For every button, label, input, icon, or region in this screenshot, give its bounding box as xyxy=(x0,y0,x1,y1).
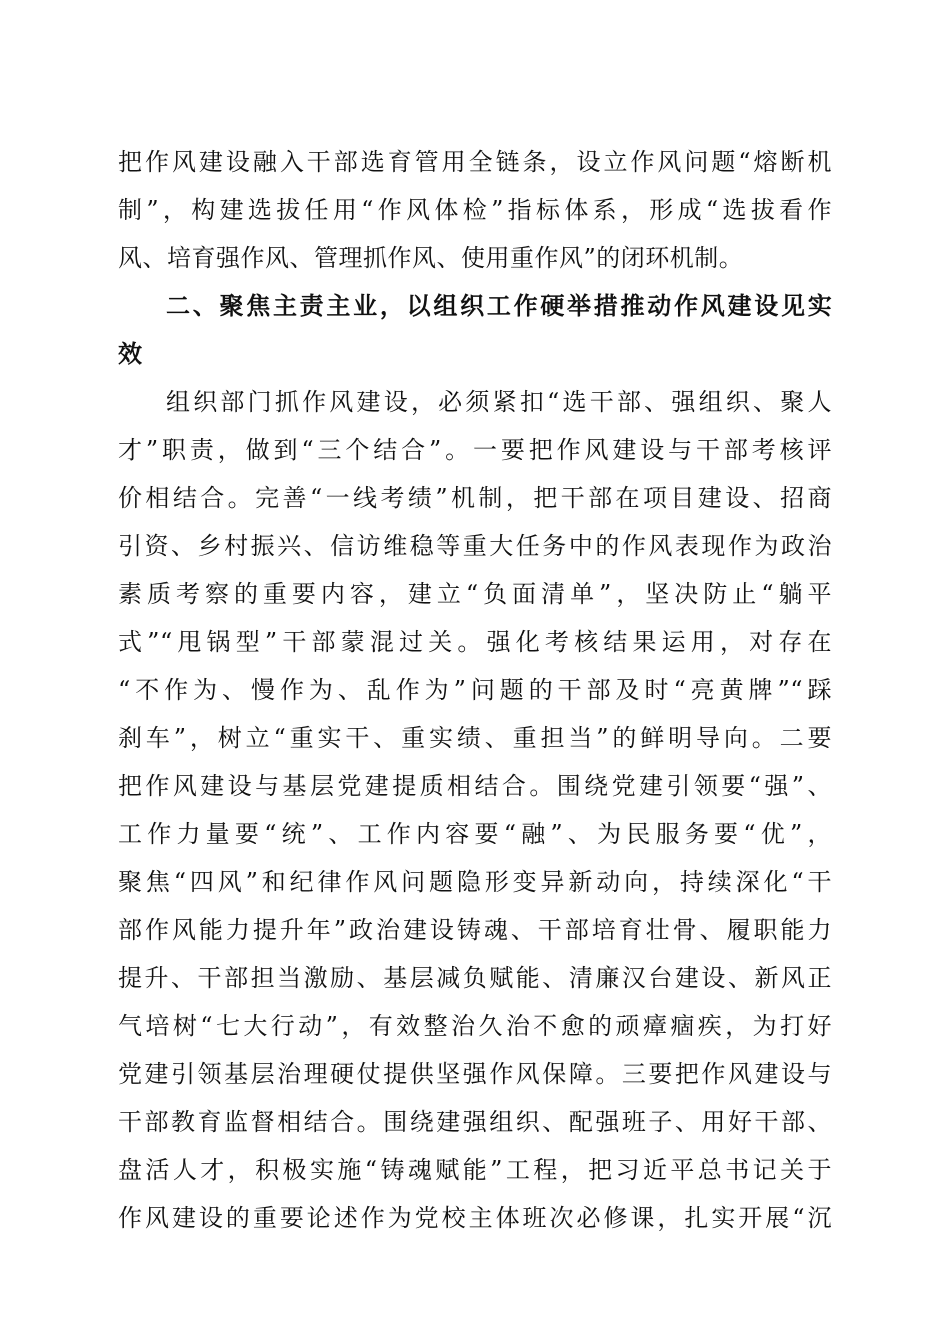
text-line: 引资、乡村振兴、信访维稳等重大任务中的作风表现作为政治 xyxy=(118,532,832,560)
text-line: 才”职责，做到“三个结合”。一要把作风建设与干部考核评 xyxy=(118,436,832,464)
text-line: 式”“甩锅型”干部蒙混过关。强化考核结果运用，对存在 xyxy=(118,628,832,656)
text-line: 价相结合。完善“一线考绩”机制，把干部在项目建设、招商 xyxy=(118,484,832,512)
section-heading: 效 xyxy=(118,340,143,368)
text-line: 提升、干部担当激励、基层减负赋能、清廉汉台建设、新风正 xyxy=(118,964,832,992)
text-line: 组织部门抓作风建设，必须紧扣“选干部、强组织、聚人 xyxy=(166,388,832,416)
section-heading: 二、聚焦主责主业，以组织工作硬举措推动作风建设见实 xyxy=(166,292,832,320)
text-line: 聚焦“四风”和纪律作风问题隐形变异新动向，持续深化“干 xyxy=(118,868,832,896)
text-line: 党建引领基层治理硬仗提供坚强作风保障。三要把作风建设与 xyxy=(118,1060,832,1088)
text-line: 刹车”，树立“重实干、重实绩、重担当”的鲜明导向。二要 xyxy=(118,724,832,752)
text-line: 把作风建设与基层党建提质相结合。围绕党建引领要“强”、 xyxy=(118,772,832,800)
text-line: 部作风能力提升年”政治建设铸魂、干部培育壮骨、履职能力 xyxy=(118,916,832,944)
text-line: 素质考察的重要内容，建立“负面清单”，坚决防止“躺平 xyxy=(118,580,832,608)
text-line: 工作力量要“统”、工作内容要“融”、为民服务要“优”， xyxy=(118,820,832,848)
text-line: 气培树“七大行动”，有效整治久治不愈的顽瘴痼疾，为打好 xyxy=(118,1012,832,1040)
text-line: 盘活人才，积极实施“铸魂赋能”工程，把习近平总书记关于 xyxy=(118,1156,832,1184)
text-line: 把作风建设融入干部选育管用全链条，设立作风问题“熔断机 xyxy=(118,148,832,176)
text-line: 作风建设的重要论述作为党校主体班次必修课，扎实开展“沉 xyxy=(118,1204,832,1232)
text-line: “不作为、慢作为、乱作为”问题的干部及时“亮黄牌”“踩 xyxy=(118,676,832,704)
text-line: 制”，构建选拔任用“作风体检”指标体系，形成“选拔看作 xyxy=(118,196,832,224)
text-line: 干部教育监督相结合。围绕建强组织、配强班子、用好干部、 xyxy=(118,1108,832,1136)
text-line: 风、培育强作风、管理抓作风、使用重作风”的闭环机制。 xyxy=(118,244,744,272)
